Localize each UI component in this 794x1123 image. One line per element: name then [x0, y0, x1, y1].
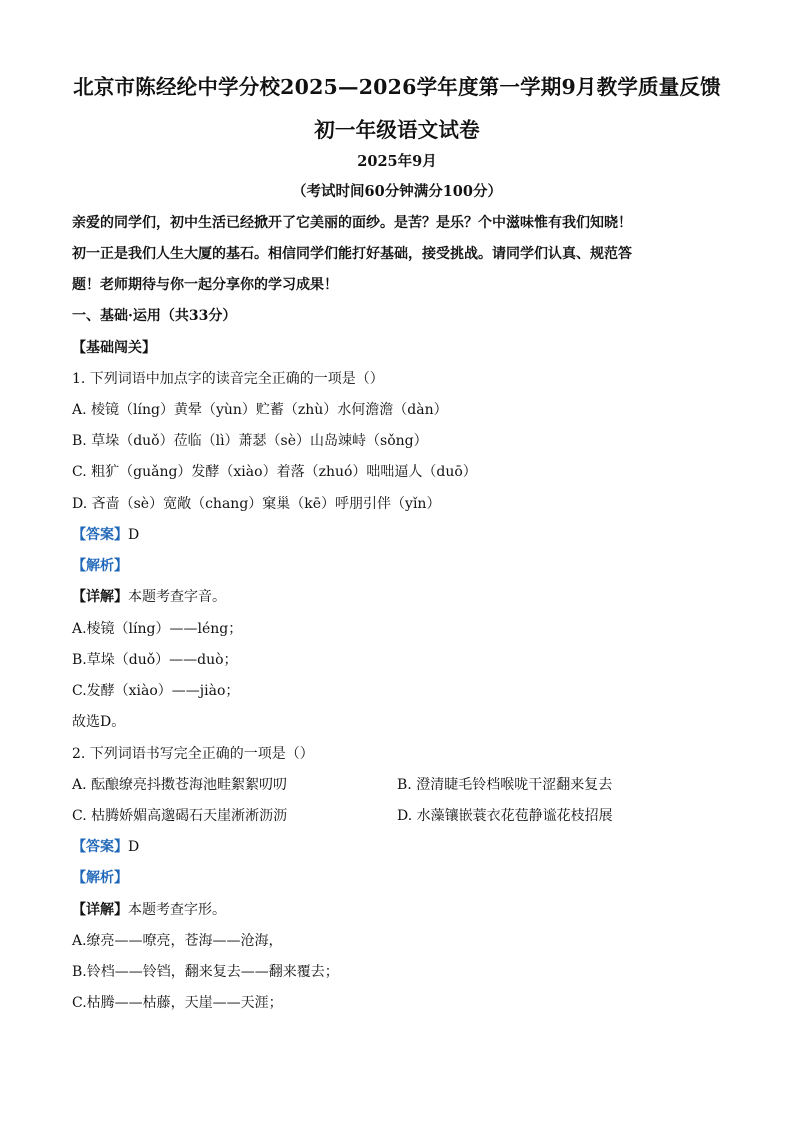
detail-text: 本题考查字形。 — [128, 902, 226, 918]
q2-explanation-b: B.铃档——铃铛，翻来复去——翻来覆去； — [72, 964, 339, 980]
q1-option-d: D. 吝啬（sè）宽敞（chang）窠巢（kē）呼朋引伴（yǐn） — [72, 496, 441, 512]
q1-option-b: B. 草垛（duǒ）莅临（lì）萧瑟（sè）山岛竦峙（sǒng） — [72, 433, 428, 449]
section-subheading: 【基础闯关】 — [72, 340, 156, 356]
q2-answer — [72, 837, 139, 857]
q2-option-a: A. 酝酿缭亮抖擞苍海池畦絮絮叨叨 — [72, 777, 288, 793]
q1-answer — [72, 525, 139, 545]
q2-stem: 2. 下列词语书写完全正确的一项是（） — [72, 746, 314, 762]
q1-conclusion: 故选D。 — [72, 714, 126, 730]
q1-analysis — [72, 556, 128, 576]
q2-explanation-a: A.缭亮——嘹亮，苍海——沧海， — [72, 933, 283, 949]
detail-tag: 【详解】 — [72, 589, 128, 605]
q2-analysis — [72, 868, 128, 888]
q2-option-b: B. 澄清睫毛铃档喉咙干涩翻来复去 — [397, 777, 613, 793]
detail-tag: 【详解】 — [72, 902, 128, 918]
analysis-tag: 【解析】 — [72, 558, 128, 574]
q1-explanation-c: C.发酵（xiào）——jiào； — [72, 683, 240, 699]
answer-value: D — [128, 839, 140, 855]
analysis-tag: 【解析】 — [72, 870, 128, 886]
q1-detail — [72, 587, 226, 607]
q1-explanation-a: A.棱镜（líng）——léng； — [72, 621, 243, 637]
exam-date: 2025年9月 — [357, 153, 437, 170]
q2-option-c: C. 枯腾娇媚高邈碣石天崖淅淅沥沥 — [72, 808, 288, 824]
q2-option-d: D. 水藻镶嵌蓑衣花苞静谧花枝招展 — [397, 808, 613, 824]
q1-option-a: A. 棱镜（líng）黄晕（yùn）贮蓄（zhù）水何澹澹（dàn） — [72, 402, 448, 418]
q2-detail — [72, 900, 226, 920]
intro-line-3: 题！老师期待与你一起分享你的学习成果！ — [72, 277, 338, 293]
intro-line-1: 亲爱的同学们，初中生活已经掀开了它美丽的面纱。是苦？是乐？个中滋味惟有我们知晓！ — [72, 215, 632, 231]
answer-tag: 【答案】 — [72, 527, 128, 543]
section-heading: 一、基础·运用（共33分） — [72, 308, 237, 324]
answer-tag: 【答案】 — [72, 839, 128, 855]
q1-stem: 1. 下列词语中加点字的读音完全正确的一项是（） — [72, 371, 384, 387]
exam-subtitle: 初一年级语文试卷 — [314, 118, 480, 142]
answer-value: D — [128, 527, 140, 543]
q1-explanation-b: B.草垛（duǒ）——duò； — [72, 652, 238, 668]
q2-explanation-c: C.枯腾——枯藤，天崖——天涯； — [72, 995, 283, 1011]
q1-option-c: C. 粗犷（guǎng）发酵（xiào）着落（zhuó）咄咄逼人（duō） — [72, 464, 477, 480]
detail-text: 本题考查字音。 — [128, 589, 226, 605]
intro-line-2: 初一正是我们人生大厦的基石。相信同学们能打好基础，接受挑战。请同学们认真、规范答 — [72, 246, 632, 262]
exam-title: 北京市陈经纶中学分校2025—2026学年度第一学期9月教学质量反馈 — [73, 75, 721, 99]
exam-info: （考试时间60分钟满分100分） — [292, 183, 502, 200]
